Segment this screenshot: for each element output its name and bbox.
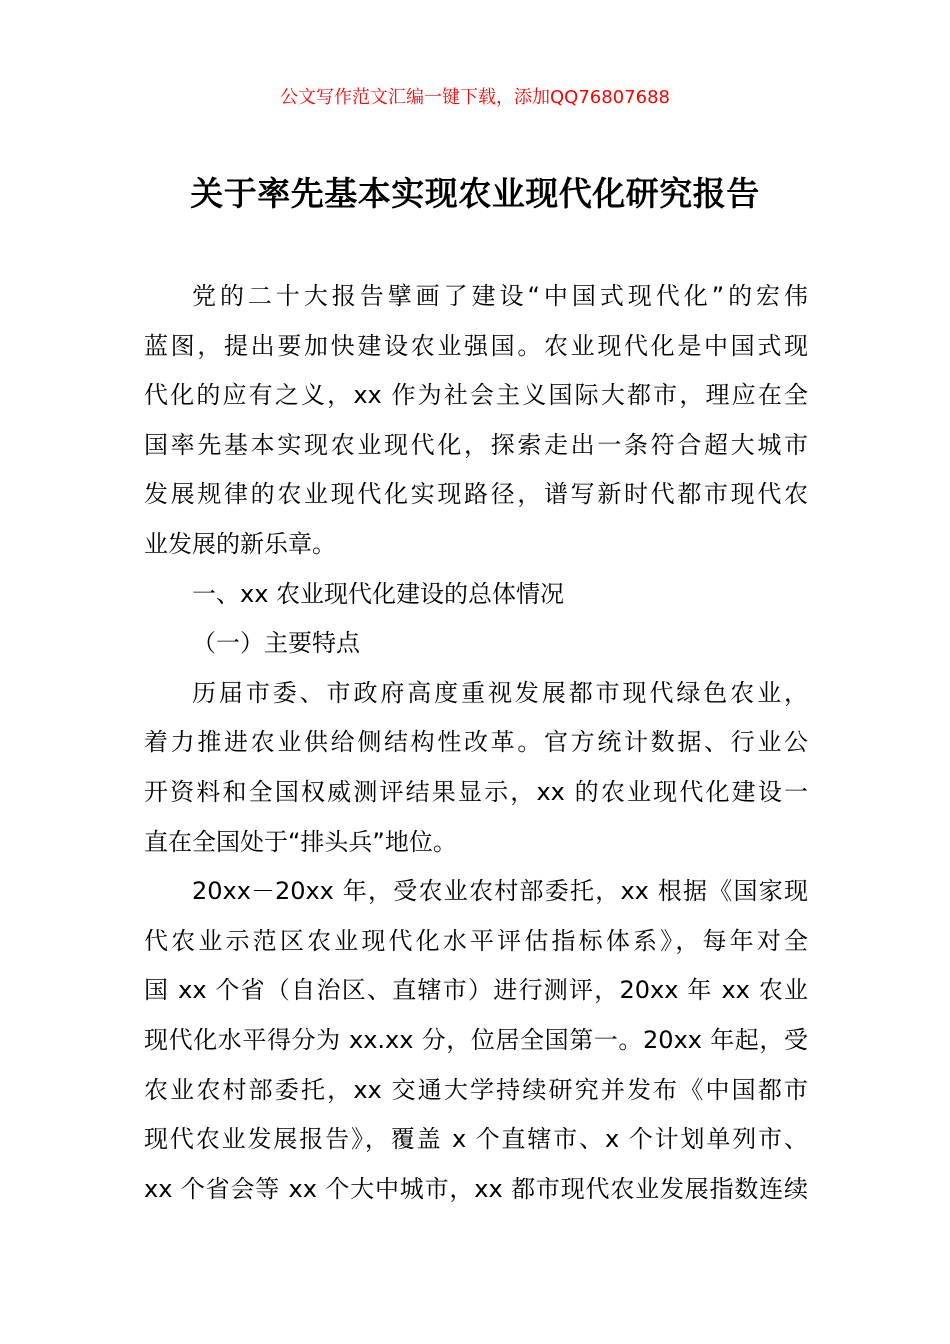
document-title: 关于率先基本实现农业现代化研究报告 [190,174,760,213]
body-line: 业发展的新乐章。 [144,529,336,558]
subsection-heading: （一）主要特点 [192,629,360,658]
body-line: 党的二十大报告擘画了建设“中国式现代化”的宏伟 [192,282,808,310]
body-line: 直在全国处于“排头兵”地位。 [144,827,457,856]
body-line: 国率先基本实现农业现代化，探索走出一条符合超大城市 [144,430,808,459]
body-line: 代化的应有之义，xx 作为社会主义国际大都市，理应在全 [144,381,808,410]
body-line: 现代化水平得分为 xx.xx 分，位居全国第一。20xx 年起，受 [144,1025,808,1054]
body-line: 历届市委、市政府高度重视发展都市现代绿色农业， [192,678,808,707]
body-line: 开资料和全国权威测评结果显示，xx 的农业现代化建设一 [144,777,808,806]
document-body [144,272,808,1214]
body-line: 蓝图，提出要加快建设农业强国。农业现代化是中国式现 [144,331,808,360]
body-line: 现代农业发展报告》，覆盖 x 个直辖市、x 个计划单列市、 [144,1125,808,1154]
body-line: 着力推进农业供给侧结构性改革。官方统计数据、行业公 [144,728,808,757]
body-line: 发展规律的农业现代化实现路径，谱写新时代都市现代农 [144,480,808,509]
download-promo-note: 公文写作范文汇编一键下载，添加QQ76807688 [280,87,670,108]
body-line: xx 个省会等 xx 个大中城市，xx 都市现代农业发展指数连续 [144,1174,808,1203]
body-line: 国 xx 个省（自治区、直辖市）进行测评，20xx 年 xx 农业 [144,976,808,1005]
body-line: 20xx－20xx 年，受农业农村部委托，xx 根据《国家现 [192,877,808,906]
section-heading: 一、xx 农业现代化建设的总体情况 [192,579,565,608]
body-line: 代农业示范区农业现代化水平评估指标体系》，每年对全 [144,926,808,955]
body-line: 农业农村部委托，xx 交通大学持续研究并发布《中国都市 [144,1075,808,1104]
